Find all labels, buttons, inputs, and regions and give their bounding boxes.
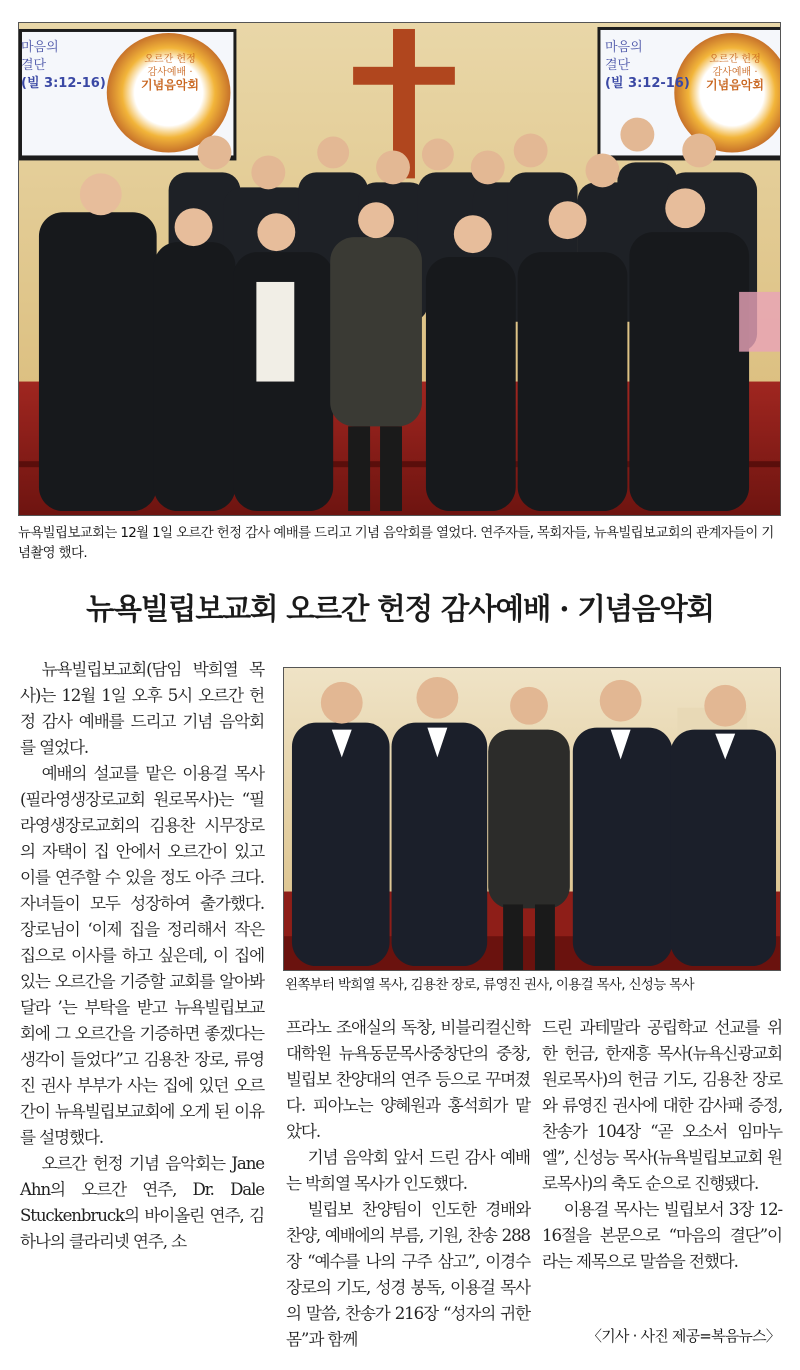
right-screen-line1: 마음의	[605, 40, 643, 55]
paragraph: 이용걸 목사는 빌립보서 3장 12-16절을 본문으로 “마음의 결단”이라는 제목으로 말씀을 전했다.	[542, 1200, 782, 1271]
left-screen-line2: 결단	[21, 58, 47, 73]
article-headline: 뉴욕빌립보교회 오르간 헌정 감사예배 · 기념음악회	[86, 591, 714, 626]
right-screen-line2: 결단	[605, 58, 631, 73]
paragraph: 오르간 헌정 기념 음악회는 Jane Ahn의 오르간 연주, Dr. Dale Stuckenbruck의 바이올린 연주, 김하나의 클라리넷 연주, 소	[20, 1154, 264, 1251]
top-photo-caption: 뉴욕빌립보교회는 12월 1일 오르간 헌정 감사 예배를 드리고 기념 음악회를 열었다. 연주자들, 목회자들, 뉴욕빌립보교회의 관계자들이 기념촬영 했다.	[18, 526, 774, 561]
left-poster-line1: 오르간 헌정	[144, 54, 196, 65]
paragraph: 드린 과테말라 공립학교 선교를 위한 헌금, 한재흥 목사(뉴욕신광교회 원로목사)의 헌금 기도, 김용찬 장로와 류영진 권사에 대한 감사패 증정, 찬송가 104장 “곧 오소서 임마누엘”, 신성능 목사(뉴욕빌립보교회 원로목사)의 축도 순으로 진행됐다.	[542, 1018, 782, 1193]
right-screen-text	[605, 39, 705, 93]
photo-credit: 〈기사 · 사진 제공=복음뉴스〉	[587, 1327, 780, 1345]
left-poster-text	[137, 53, 203, 92]
right-poster-line1: 오르간 헌정	[709, 54, 761, 65]
left-screen-text	[19, 39, 119, 93]
right-poster-line2: 감사예배 ·	[712, 67, 758, 78]
right-screen-line3: (빌 3:12-16)	[605, 76, 690, 91]
article-column-2	[286, 1015, 530, 1353]
paragraph: 빌립보 찬양팀이 인도한 경배와 찬양, 예배에의 부름, 기원, 찬송 288장 “예수를 나의 구주 삼고”, 이경수 장로의 기도, 성경 봉독, 이용걸 목사의 말씀, 찬송가 216장 “성자의 귀한 몸”과 함께	[286, 1200, 530, 1349]
five-people-photo	[283, 667, 781, 971]
left-poster-line3: 기념음악회	[141, 78, 199, 92]
article-column-3	[542, 1015, 782, 1275]
left-screen-line3: (빌 3:12-16)	[21, 76, 106, 91]
group-photo	[18, 22, 781, 516]
left-poster-line2: 감사예배 ·	[147, 67, 193, 78]
paragraph: 예배의 설교를 맡은 이용걸 목사(필라영생장로교회 원로목사)는 “필라영생장로교회의 김용찬 시무장로의 자택이 집 안에서 오르간이 있고 이를 연주할 수 있을 정도 아주 크다. 자녀들이 모두 성장하여 출가했다. 장로님이 ‘이제 집을 정리해서 작은 집으로 이사를 하고 싶은데, 이 집에 있는 오르간을 기증할 교회를 알아봐달라 ’는 부탁을 받고 뉴욕빌립보교회에 그 오르간을 기증하면 좋겠다는 생각이 들었다”고 김용찬 장로, 류영진 권사 부부가 사는 집에 있던 오르간이 뉴욕빌립보교회에 오게 된 이유를 설명했다.	[20, 764, 264, 1147]
left-screen-line1: 마음의	[21, 40, 59, 55]
paragraph: 뉴욕빌립보교회(담임 박희열 목사)는 12월 1일 오후 5시 오르간 헌정 감사 예배를 드리고 기념 음악회를 열었다.	[20, 660, 264, 757]
article-column-1	[20, 657, 264, 1255]
paragraph: 프라노 조애실의 독창, 비블리컬신학대학원 뉴욕동문목사중창단의 중창, 빌립보 찬양대의 연주 등으로 꾸며졌다. 피아노는 양혜원과 홍석희가 맡았다.	[286, 1018, 530, 1141]
right-poster-text	[702, 53, 768, 92]
paragraph: 기념 음악회 앞서 드린 감사 예배는 박희열 목사가 인도했다.	[286, 1148, 530, 1193]
mid-photo-caption: 왼쪽부터 박희열 목사, 김용찬 장로, 류영진 권사, 이용걸 목사, 신성능 목사	[285, 978, 694, 993]
right-poster-line3: 기념음악회	[706, 78, 764, 92]
